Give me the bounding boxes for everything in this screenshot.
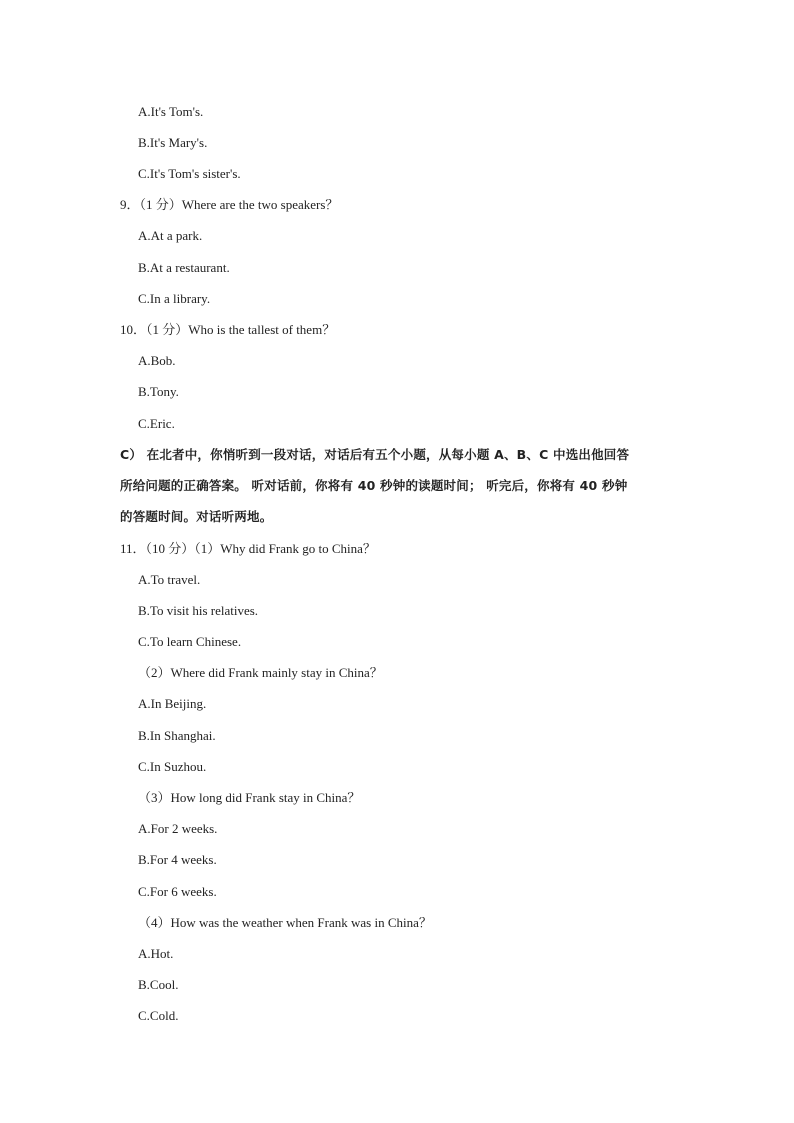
q11-2-option-a: A.In Beijing. — [138, 696, 207, 711]
q11-3-option-b: B.For 4 weeks. — [138, 852, 217, 867]
q10-option-c: C.Eric. — [138, 416, 175, 431]
section-c-instruction-line-3: 的答题时间。对话听两地。 — [120, 509, 273, 524]
section-c-instruction-line-2: 所给问题的正确答案。 听对话前，你将有 40 秒钟的读题时间； 听完后，你将有 40 秒钟 — [120, 478, 628, 493]
q11-1-option-b: B.To visit his relatives. — [138, 603, 259, 618]
q10-option-b: B.Tony. — [138, 384, 179, 399]
q11-4-option-b: B.Cool. — [138, 977, 179, 992]
q9-option-c: C.In a library. — [138, 291, 211, 306]
q10-option-a: A.Bob. — [138, 353, 176, 368]
q11-stem: 11．（10 分）（1）Why did Frank go to China？ — [120, 541, 376, 556]
q10-stem: 10．（1 分）Who is the tallest of them？ — [120, 322, 336, 337]
q11-2-option-b: B.In Shanghai. — [138, 728, 216, 743]
q11-2-option-c: C.In Suzhou. — [138, 759, 207, 774]
q9-option-a: A.At a park. — [138, 228, 203, 243]
q11-3-stem: （3）How long did Frank stay in China？ — [138, 790, 361, 805]
q11-3-option-c: C.For 6 weeks. — [138, 884, 217, 899]
q11-4-option-c: C.Cold. — [138, 1008, 179, 1023]
q8-option-c: C.It's Tom's sister's. — [138, 166, 241, 181]
q8-option-b: B.It's Mary's. — [138, 135, 208, 150]
q11-1-option-a: A.To travel. — [138, 572, 201, 587]
q9-stem: 9．（1 分）Where are the two speakers？ — [120, 197, 339, 212]
q11-4-option-a: A.Hot. — [138, 946, 174, 961]
q11-4-stem: （4）How was the weather when Frank was in China？ — [138, 915, 432, 930]
q11-2-stem: （2）Where did Frank mainly stay in China？ — [138, 665, 383, 680]
q11-1-option-c: C.To learn Chinese. — [138, 634, 242, 649]
q9-option-b: B.At a restaurant. — [138, 260, 230, 275]
q8-option-a: A.It's Tom's. — [138, 104, 204, 119]
section-c-instruction-line-1: C） 在北者中，你悄听到一段对话，对话后有五个小题，从每小题 A、B、C 中选出他回答 — [120, 447, 630, 462]
q11-3-option-a: A.For 2 weeks. — [138, 821, 218, 836]
